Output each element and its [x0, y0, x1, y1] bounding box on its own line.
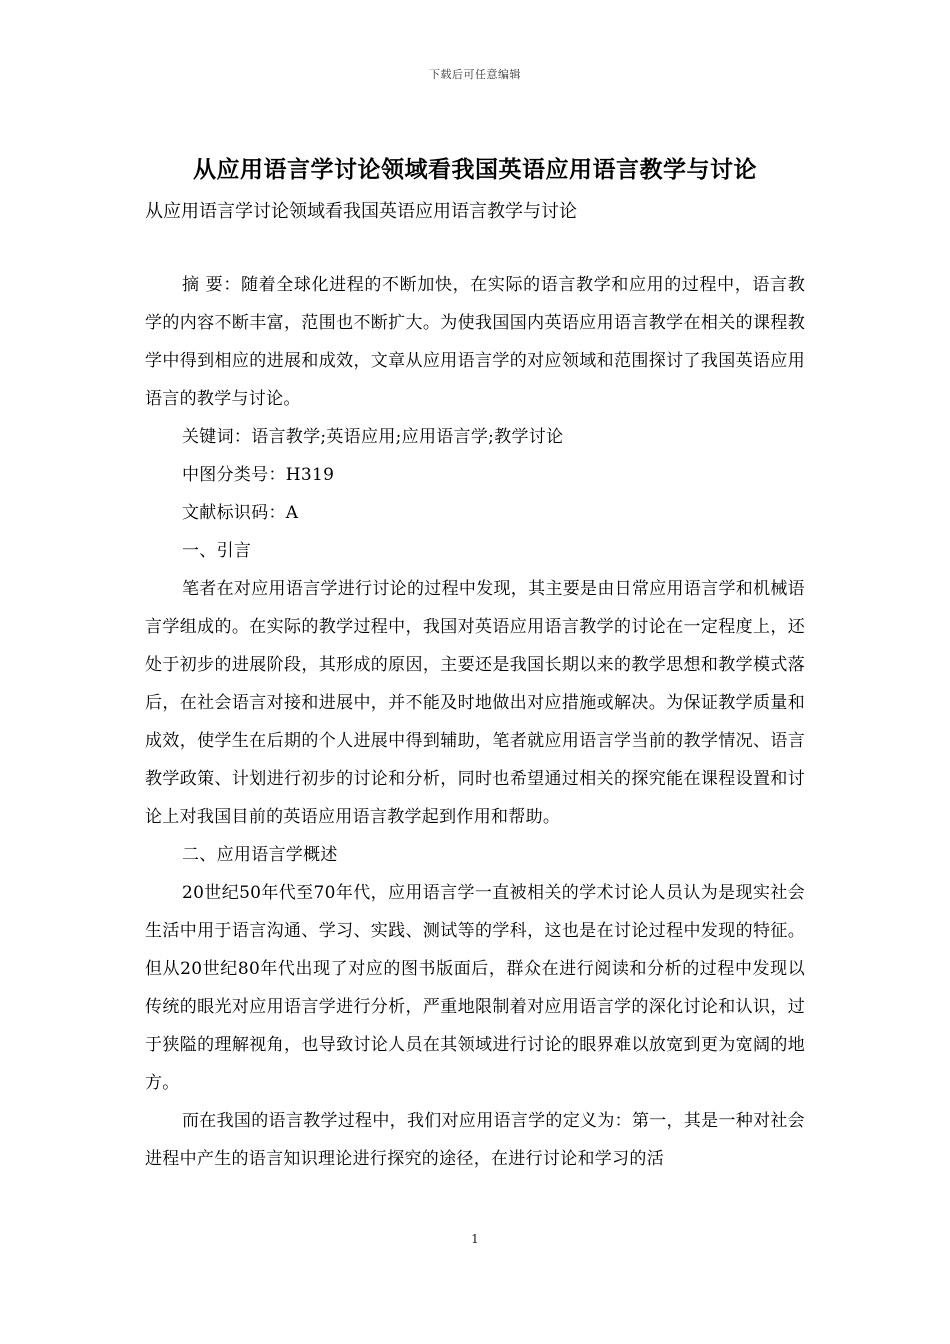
keywords-line: 关键词：语言教学;英语应用;应用语言学;教学讨论 [182, 427, 564, 447]
header-note: 下载后可任意编辑 [429, 68, 521, 81]
section-heading-introduction: 一、引言 [182, 541, 252, 561]
page-number: 1 [471, 1232, 479, 1246]
document-code-line: 文献标识码：A [182, 503, 299, 523]
section-heading-overview: 二、应用语言学概述 [182, 845, 338, 865]
document-title: 从应用语言学讨论领域看我国英语应用语言教学与讨论 [193, 156, 757, 183]
abstract-paragraph: 摘 要：随着全球化进程的不断加快，在实际的语言教学和应用的过程中，语言教学的内容不断丰富，范围也不断扩大。为使我国国内英语应用语言教学在相关的课程教学中得到相应的进展和成效，文章从应用语言学的对应领域和范围探讨了我国英语应用语言的教学与讨论。 [145, 275, 805, 409]
overview-paragraph-2: 而在我国的语言教学过程中，我们对应用语言学的定义为：第一，其是一种对社会进程中产生的语言知识理论进行探究的途径，在进行讨论和学习的活 [145, 1111, 805, 1169]
classification-line: 中图分类号：H319 [182, 465, 335, 485]
introduction-paragraph: 笔者在对应用语言学进行讨论的过程中发现，其主要是由日常应用语言学和机械语言学组成的。在实际的教学过程中，我国对英语应用语言教学的讨论在一定程度上，还处于初步的进展阶段，其形成的原因，主要还是我国长期以来的教学思想和教学模式落后，在社会语言对接和进展中，并不能及时地做出对应措施或解决。为保证教学质量和成效，使学生在后期的个人进展中得到辅助，笔者就应用语言学当前的教学情况、语言教学政策、计划进行初步的讨论和分析，同时也希望通过相关的探究能在课程设置和讨论上对我国目前的英语应用语言教学起到作用和帮助。 [145, 579, 805, 827]
overview-paragraph-1: 20世纪50年代至70年代，应用语言学一直被相关的学术讨论人员认为是现实社会生活中用于语言沟通、学习、实践、测试等的学科，这也是在讨论过程中发现的特征。但从20世纪80年代出现了对应的图书版面后，群众在进行阅读和分析的过程中发现以传统的眼光对应用语言学进行分析，严重地限制着对应用语言学的深化讨论和认识，过于狭隘的理解视角，也导致讨论人员在其领域进行讨论的眼界难以放宽到更为宽阔的地方。 [145, 883, 805, 1093]
document-subtitle: 从应用语言学讨论领域看我国英语应用语言教学与讨论 [145, 201, 577, 222]
document-body [145, 266, 805, 1178]
